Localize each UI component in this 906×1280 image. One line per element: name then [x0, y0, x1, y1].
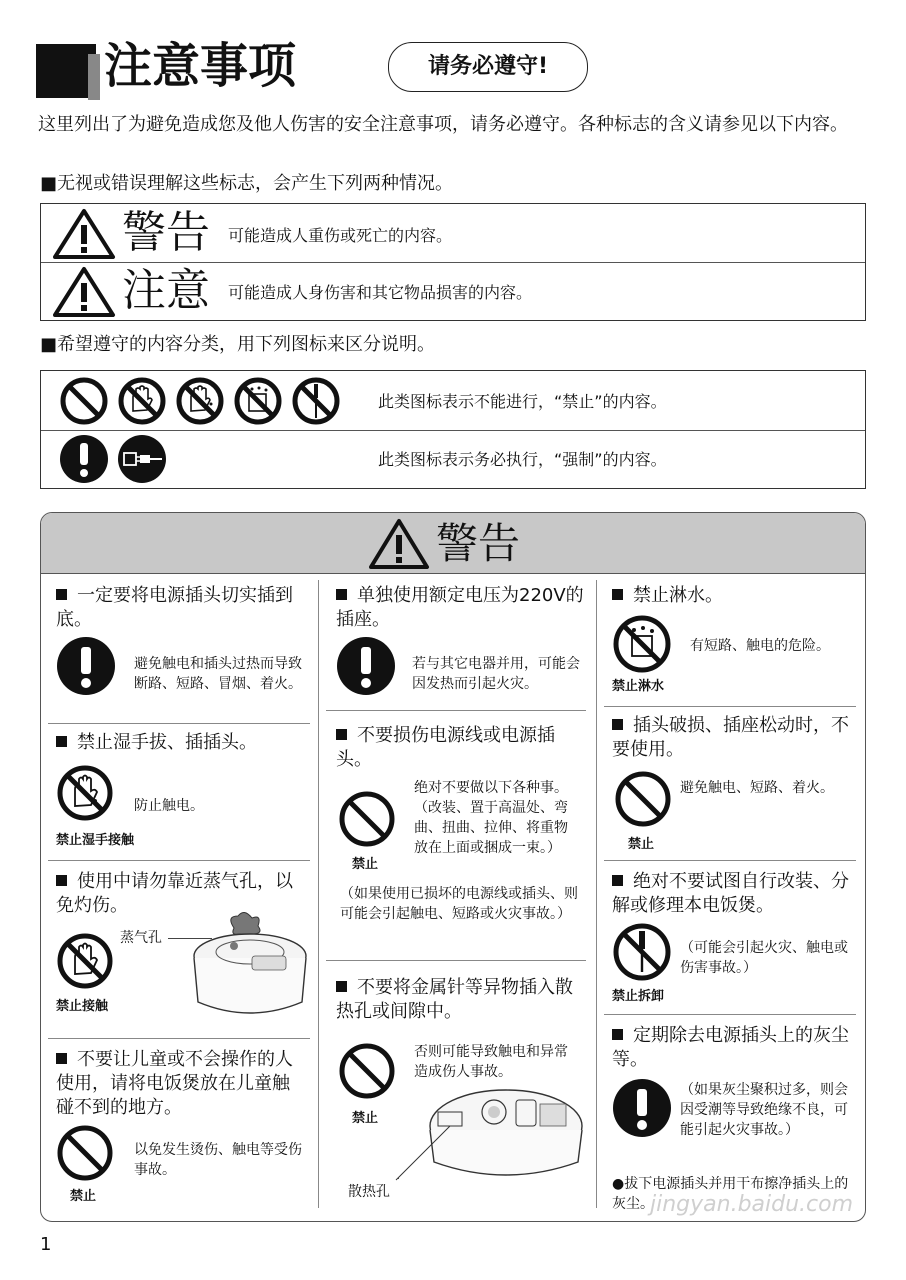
column-divider: [596, 580, 597, 1208]
c3-item4-text: （如果灰尘聚积过多，则会因受潮等导致绝缘不良，可能引起火灾事故。）: [680, 1082, 848, 1138]
watermark: jingyan.baidu.com: [650, 1192, 854, 1217]
divider: [41, 262, 865, 263]
c1-item1-heading: [56, 584, 306, 632]
unplug-icon: [116, 433, 168, 485]
c3-item3-icon-label: 禁止拆卸: [612, 989, 665, 1004]
page-title: 注意事项: [104, 38, 297, 94]
mandatory-icon: [336, 636, 396, 696]
no-disassembly-icon: [290, 375, 342, 427]
c2-item2-icon-label: 禁止: [352, 857, 379, 872]
c2-item2-heading: [336, 724, 586, 772]
no-disassembly-icon: [612, 922, 672, 982]
no-touch-icon: [116, 375, 168, 427]
divider: [326, 710, 586, 711]
divider: [48, 860, 310, 861]
c3-item3-heading-text: 绝对不要试图自行改装、分解或修理本电饭煲。: [612, 871, 849, 916]
c2-item1-heading-text: 单独使用额定电压为220V的插座。: [336, 585, 584, 630]
c3-item4-bullet: ●拔下电源插头并用干布擦净插头上的灰尘。: [612, 1176, 849, 1212]
prohibit-icon: [58, 375, 110, 427]
divider: [48, 723, 310, 724]
warning-desc: 可能造成人重伤或死亡的内容。: [228, 226, 453, 245]
c1-item3-heading-text: 使用中请勿靠近蒸气孔，以免灼伤。: [56, 871, 293, 916]
divider: [41, 430, 865, 431]
must-obey-badge-label: 请务必遵守!: [427, 54, 549, 79]
c1-item4-heading: [56, 1048, 306, 1120]
divider: [48, 1038, 310, 1039]
caution-label: 注意: [122, 265, 210, 316]
c1-item2-heading-text: 禁止湿手拔、插插头。: [77, 732, 257, 753]
c2-item3-text: 否则可能导致触电和异常造成伤人事故。: [414, 1044, 568, 1080]
c2-item3-heading-text: 不要将金属针等异物插入散热孔或间隙中。: [336, 977, 573, 1022]
c3-item4-heading: [612, 1024, 856, 1072]
warning-panel-title: 警告: [436, 519, 521, 568]
divider: [604, 706, 856, 707]
no-water-icon: [232, 375, 284, 427]
c1-item3-icon-label: 禁止接触: [56, 999, 109, 1014]
section2-heading: ■希望遵守的内容分类，用下列图标来区分说明。: [40, 334, 436, 355]
c2-item2-text: 绝对不要做以下各种事。（改装、置于高温处、弯曲、扭曲、拉伸、将重物放在上面或捆成一束。）: [414, 780, 568, 856]
vent-callout-line: [394, 1122, 454, 1182]
c3-item2-heading-text: 插头破损、插座松动时，不要使用。: [612, 715, 849, 760]
c1-item2-text: 防止触电。: [134, 798, 204, 814]
mandatory-icon: [612, 1078, 672, 1138]
c1-item2-icon-label: 禁止湿手接触: [56, 833, 135, 848]
title-block-shadow: [88, 54, 100, 100]
c1-item2-heading: [56, 731, 306, 755]
c1-item3-heading: [56, 870, 306, 918]
mandatory-icon: [58, 433, 110, 485]
warning-triangle-icon: [52, 208, 116, 260]
c3-item2-icon-label: 禁止: [628, 837, 655, 852]
c2-item3-heading: [336, 976, 586, 1024]
c2-item2-note: （如果使用已损坏的电源线或插头、则可能会引起触电、短路或火灾事故。）: [340, 886, 578, 922]
c1-item4-icon-label: 禁止: [70, 1189, 97, 1204]
c3-item1-text: 有短路、触电的危险。: [690, 638, 830, 654]
steam-vent-callout: 蒸气孔: [120, 930, 162, 946]
c1-item1-heading-text: 一定要将电源插头切实插到底。: [56, 585, 293, 630]
rice-cooker-illustration: [190, 912, 310, 1022]
warning-panel-triangle-icon: [368, 518, 430, 570]
intro-text: 这里列出了为避免造成您及他人伤害的安全注意事项，请务必遵守。各种标志的含义请参见以下内容。: [38, 114, 848, 135]
prohibit-legend-text: 此类图标表示不能进行，“禁止”的内容。: [378, 392, 667, 411]
no-wet-hands-icon: [56, 764, 114, 822]
page-number: 1: [40, 1234, 52, 1255]
section1-heading: ■无视或错误理解这些标志，会产生下列两种情况。: [40, 173, 454, 194]
mandatory-legend-text: 此类图标表示务必执行，“强制”的内容。: [378, 450, 667, 469]
prohibit-icon: [56, 1124, 114, 1182]
prohibit-icon: [614, 770, 672, 828]
c3-item3-heading: [612, 870, 856, 918]
no-wet-hands-icon: [174, 375, 226, 427]
c3-item2-heading: [612, 714, 856, 762]
caution-desc: 可能造成人身伤害和其它物品损害的内容。: [228, 283, 533, 302]
warning-label: 警告: [122, 207, 210, 258]
c1-item4-heading-text: 不要让儿童或不会操作的人使用，请将电饭煲放在儿童触碰不到的地方。: [56, 1049, 293, 1118]
prohibit-icon: [338, 1042, 396, 1100]
mandatory-icon: [56, 636, 116, 696]
divider: [604, 1014, 856, 1015]
divider: [326, 960, 586, 961]
title-block-icon: [36, 44, 96, 98]
c2-item3-icon-label: 禁止: [352, 1111, 379, 1126]
no-water-icon: [612, 614, 672, 674]
c3-item4-heading-text: 定期除去电源插头上的灰尘等。: [612, 1025, 849, 1070]
c3-item1-heading: [612, 584, 856, 608]
c3-item2-text: 避免触电、短路、着火。: [680, 780, 834, 796]
c1-item1-text: 避免触电和插头过热而导致断路、短路、冒烟、着火。: [134, 656, 302, 692]
c3-item3-text: （可能会引起火灾、触电或伤害事故。）: [680, 940, 848, 976]
c3-item1-heading-text: 禁止淋水。: [633, 585, 723, 606]
c1-item4-text: 以免发生烫伤、触电等受伤事故。: [134, 1142, 302, 1178]
must-obey-badge: [388, 42, 588, 92]
c2-item1-text: 若与其它电器并用，可能会因发热而引起火灾。: [412, 656, 580, 692]
no-touch-icon: [56, 932, 114, 990]
c3-item1-icon-label: 禁止淋水: [612, 679, 665, 694]
c2-item1-heading: [336, 584, 586, 632]
divider: [604, 860, 856, 861]
column-divider: [318, 580, 319, 1208]
vent-callout: 散热孔: [348, 1184, 390, 1200]
caution-triangle-icon: [52, 266, 116, 318]
prohibit-icon: [338, 790, 396, 848]
c2-item2-heading-text: 不要损伤电源线或电源插头。: [336, 725, 555, 770]
